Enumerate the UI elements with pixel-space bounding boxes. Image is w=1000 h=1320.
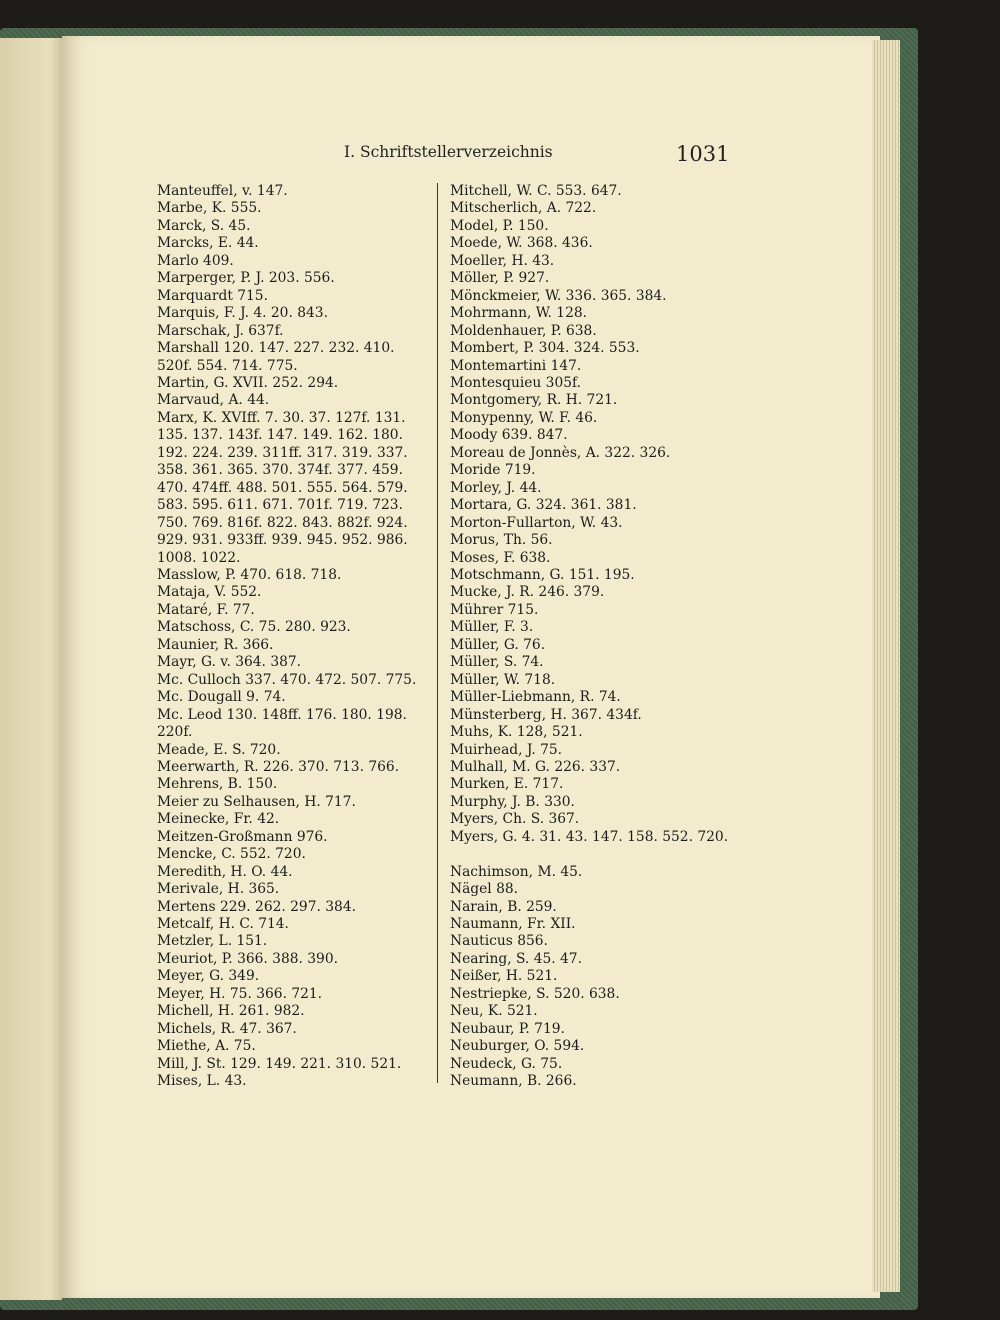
index-entry bbox=[157, 811, 433, 828]
index-entry bbox=[450, 689, 740, 706]
index-entry bbox=[450, 986, 740, 1003]
index-entry bbox=[450, 288, 740, 305]
index-entry bbox=[450, 323, 740, 340]
index-entry-text: Muirhead, J. 75. bbox=[450, 741, 563, 758]
index-entry-text: Murken, E. 717. bbox=[450, 776, 564, 793]
index-entry bbox=[450, 654, 740, 671]
index-entry bbox=[450, 550, 740, 567]
index-entry bbox=[157, 968, 433, 985]
index-entry bbox=[157, 672, 433, 689]
index-entry-text: Mührer 715. bbox=[450, 601, 539, 618]
running-title: I. Schriftstellerverzeichnis bbox=[344, 143, 553, 161]
index-entry-continuation: 1008. 1022. bbox=[157, 549, 241, 566]
index-entry bbox=[450, 270, 740, 287]
index-entry-text: Mitchell, W. C. 553. 647. bbox=[450, 183, 622, 199]
index-entry-text: Model, P. 150. bbox=[450, 217, 549, 234]
index-entry bbox=[157, 270, 433, 287]
index-entry-text: Meinecke, Fr. 42. bbox=[157, 811, 280, 828]
index-entry bbox=[157, 288, 433, 305]
index-entry bbox=[157, 235, 433, 252]
index-entry bbox=[450, 1056, 740, 1073]
index-entry-continuation: 192. 224. 239. 311ff. 317. 319. 337. bbox=[157, 444, 408, 461]
index-entry bbox=[157, 1056, 433, 1073]
index-entry-text: Marschak, J. 637f. bbox=[157, 322, 284, 339]
index-entry bbox=[157, 200, 433, 217]
index-entry-text: Münsterberg, H. 367. 434f. bbox=[450, 706, 642, 723]
index-entry bbox=[157, 375, 433, 392]
index-entry-text: Neu, K. 521. bbox=[450, 1003, 538, 1020]
index-entry-text: Moride 719. bbox=[450, 462, 536, 479]
index-entry-text: Merivale, H. 365. bbox=[157, 881, 280, 898]
index-entry-text: Mertens 229. 262. 297. 384. bbox=[157, 898, 356, 915]
index-entry-text: Marquardt 715. bbox=[157, 287, 268, 304]
index-entry bbox=[450, 340, 740, 357]
index-entry bbox=[450, 392, 740, 409]
index-entry-text: Mortara, G. 324. 361. 381. bbox=[450, 497, 637, 514]
index-entry-text: Naumann, Fr. XII. bbox=[450, 916, 576, 933]
page-edges bbox=[872, 40, 900, 1292]
index-entry bbox=[157, 305, 433, 322]
index-entry bbox=[450, 829, 740, 846]
index-entry-text: Meade, E. S. 720. bbox=[157, 741, 281, 758]
index-entry-text: Mataré, F. 77. bbox=[157, 601, 255, 618]
index-entry-text: Mayr, G. v. 364. 387. bbox=[157, 654, 302, 671]
index-entry-continuation: 520f. 554. 714. 775. bbox=[157, 357, 298, 374]
index-entry-text: Mataja, V. 552. bbox=[157, 584, 262, 601]
index-entry-text: Neubaur, P. 719. bbox=[450, 1020, 565, 1037]
index-entry-text: Mohrmann, W. 128. bbox=[450, 305, 588, 322]
index-entry-text: Myers, Ch. S. 367. bbox=[450, 811, 580, 828]
index-entry-text: Montesquieu 305f. bbox=[450, 374, 582, 391]
index-entry-text: Nestriepke, S. 520. 638. bbox=[450, 985, 620, 1002]
index-entry bbox=[450, 899, 740, 916]
index-entry bbox=[450, 602, 740, 619]
index-entry bbox=[450, 567, 740, 584]
index-entry bbox=[157, 1003, 433, 1020]
index-entry bbox=[157, 323, 433, 340]
index-entry-text: Motschmann, G. 151. 195. bbox=[450, 566, 635, 583]
index-entry bbox=[450, 480, 740, 497]
index-entry bbox=[450, 637, 740, 654]
page-number: 1031 bbox=[676, 142, 730, 166]
index-entry-text: Marck, S. 45. bbox=[157, 217, 251, 234]
index-entry-text: Michell, H. 261. 982. bbox=[157, 1003, 305, 1020]
index-entry-text: Meerwarth, R. 226. 370. 713. 766. bbox=[157, 758, 400, 775]
index-entry bbox=[157, 759, 433, 776]
index-entry bbox=[157, 829, 433, 846]
index-entry bbox=[157, 986, 433, 1003]
index-entry-continuation: 470. 474ff. 488. 501. 555. 564. 579. bbox=[157, 479, 408, 496]
index-entry-text: Moses, F. 638. bbox=[450, 549, 551, 566]
index-entry-continuation: 135. 137. 143f. 147. 149. 162. 180. bbox=[157, 427, 403, 444]
index-entry-text: Matschoss, C. 75. 280. 923. bbox=[157, 619, 351, 636]
index-entry bbox=[450, 933, 740, 950]
index-entry bbox=[450, 707, 740, 724]
index-entry-text: Mucke, J. R. 246. 379. bbox=[450, 584, 605, 601]
index-entry-text: Mencke, C. 552. 720. bbox=[157, 846, 306, 863]
index-entry bbox=[450, 305, 740, 322]
index-entry bbox=[157, 933, 433, 950]
index-entry bbox=[157, 1038, 433, 1055]
index-entry bbox=[450, 794, 740, 811]
index-entry-text: Neudeck, G. 75. bbox=[450, 1055, 563, 1072]
index-entry-text: Morley, J. 44. bbox=[450, 479, 542, 496]
index-entry bbox=[157, 776, 433, 793]
index-entry bbox=[157, 794, 433, 811]
index-entry bbox=[450, 427, 740, 444]
index-entry-text: Nauticus 856. bbox=[450, 933, 548, 950]
index-entry-text: Marcks, E. 44. bbox=[157, 235, 259, 252]
index-entry bbox=[450, 497, 740, 514]
index-entry-text: Mc. Dougall 9. 74. bbox=[157, 689, 286, 706]
index-entry-text: Manteuffel, v. 147. bbox=[157, 183, 288, 199]
index-entry bbox=[157, 881, 433, 898]
index-entry bbox=[157, 619, 433, 636]
index-entry-text: Neuburger, O. 594. bbox=[450, 1038, 585, 1055]
index-entry bbox=[450, 515, 740, 532]
index-entry-text: Moreau de Jonnès, A. 322. 326. bbox=[450, 444, 671, 461]
index-entry-text: Möller, P. 927. bbox=[450, 270, 550, 287]
index-entry-text: Marbe, K. 555. bbox=[157, 200, 262, 217]
index-entry bbox=[157, 846, 433, 863]
index-entry-text: Meier zu Selhausen, H. 717. bbox=[157, 793, 356, 810]
index-entry-text: Michels, R. 47. 367. bbox=[157, 1020, 297, 1037]
index-entry-text: Narain, B. 259. bbox=[450, 898, 557, 915]
index-entry bbox=[157, 584, 433, 601]
index-entry bbox=[157, 602, 433, 619]
index-entry-text: Marlo 409. bbox=[157, 252, 234, 269]
index-entry-text: Masslow, P. 470. 618. 718. bbox=[157, 566, 342, 583]
index-entry bbox=[450, 1038, 740, 1055]
index-entry-text: Metcalf, H. C. 714. bbox=[157, 916, 289, 933]
index-entry-text: Martin, G. XVII. 252. 294. bbox=[157, 374, 339, 391]
index-entry bbox=[450, 672, 740, 689]
index-entry bbox=[450, 235, 740, 252]
index-column-right bbox=[450, 183, 740, 1091]
index-entry-text: Müller-Liebmann, R. 74. bbox=[450, 689, 621, 706]
index-entry bbox=[450, 410, 740, 427]
index-entry bbox=[450, 864, 740, 881]
index-entry bbox=[157, 707, 433, 742]
index-entry-text: Montgomery, R. H. 721. bbox=[450, 392, 618, 409]
index-entry-text: Meitzen-Großmann 976. bbox=[157, 828, 328, 845]
index-entry bbox=[157, 1021, 433, 1038]
index-entry bbox=[157, 916, 433, 933]
index-entry bbox=[157, 654, 433, 671]
index-entry bbox=[450, 200, 740, 217]
index-entry bbox=[450, 619, 740, 636]
index-entry bbox=[157, 742, 433, 759]
index-entry bbox=[157, 340, 433, 375]
index-entry-text: Meredith, H. O. 44. bbox=[157, 863, 293, 880]
index-entry bbox=[157, 899, 433, 916]
index-entry-text: Nearing, S. 45. 47. bbox=[450, 950, 582, 967]
index-entry bbox=[450, 724, 740, 741]
index-entry-text: Marperger, P. J. 203. 556. bbox=[157, 270, 335, 287]
index-entry bbox=[157, 392, 433, 409]
index-entry-text: Marx, K. XVIff. 7. 30. 37. 127f. 131. bbox=[157, 409, 406, 426]
index-entry-text: Murphy, J. B. 330. bbox=[450, 793, 575, 810]
index-entry bbox=[450, 811, 740, 828]
index-entry-text: Müller, F. 3. bbox=[450, 619, 534, 636]
index-entry bbox=[157, 183, 433, 200]
index-entry-text: Metzler, L. 151. bbox=[157, 933, 268, 950]
index-entry-text: Maunier, R. 366. bbox=[157, 636, 274, 653]
index-entry-text: Meyer, G. 349. bbox=[157, 968, 260, 985]
index-entry bbox=[450, 358, 740, 375]
index-entry-text: Marquis, F. J. 4. 20. 843. bbox=[157, 305, 328, 322]
index-entry bbox=[450, 916, 740, 933]
index-entry bbox=[157, 951, 433, 968]
index-entry-text: Montemartini 147. bbox=[450, 357, 582, 374]
index-entry-text: Meuriot, P. 366. 388. 390. bbox=[157, 950, 338, 967]
index-entry-text: Mombert, P. 304. 324. 553. bbox=[450, 340, 640, 357]
index-entry-text: Mc. Culloch 337. 470. 472. 507. 775. bbox=[157, 671, 417, 688]
index-entry bbox=[450, 218, 740, 235]
index-entry-text: Mc. Leod 130. 148ff. 176. 180. 198. bbox=[157, 706, 407, 723]
index-entry-text: Morus, Th. 56. bbox=[450, 532, 553, 549]
index-entry-text: Neißer, H. 521. bbox=[450, 968, 558, 985]
index-entry bbox=[157, 567, 433, 584]
index-entry-text: Moede, W. 368. 436. bbox=[450, 235, 593, 252]
index-entry bbox=[450, 462, 740, 479]
index-entry-text: Miethe, A. 75. bbox=[157, 1038, 256, 1055]
index-entry-text: Monypenny, W. F. 46. bbox=[450, 409, 598, 426]
column-divider bbox=[437, 183, 438, 1083]
index-entry-text: Moeller, H. 43. bbox=[450, 252, 555, 269]
index-entry-text: Myers, G. 4. 31. 43. 147. 158. 552. 720. bbox=[450, 828, 729, 845]
index-entry-text: Morton-Fullarton, W. 43. bbox=[450, 514, 623, 531]
index-entry bbox=[450, 776, 740, 793]
index-entry bbox=[157, 253, 433, 270]
index-entry-text: Muhs, K. 128, 521. bbox=[450, 724, 583, 741]
index-entry-text: Marvaud, A. 44. bbox=[157, 392, 270, 409]
index-entry-continuation: 583. 595. 611. 671. 701f. 719. 723. bbox=[157, 497, 403, 514]
index-entry-text: Müller, G. 76. bbox=[450, 636, 546, 653]
index-entry bbox=[157, 218, 433, 235]
index-entry bbox=[450, 532, 740, 549]
index-entry-text: Nägel 88. bbox=[450, 881, 519, 898]
index-entry bbox=[450, 1021, 740, 1038]
index-entry bbox=[450, 375, 740, 392]
index-entry bbox=[157, 637, 433, 654]
index-entry-text: Mönckmeier, W. 336. 365. 384. bbox=[450, 287, 667, 304]
index-entry bbox=[450, 445, 740, 462]
index-entry bbox=[450, 253, 740, 270]
index-entry bbox=[450, 742, 740, 759]
index-entry-text: Mises, L. 43. bbox=[157, 1073, 247, 1090]
previous-page-edge bbox=[0, 38, 62, 1300]
index-entry bbox=[450, 968, 740, 985]
index-entry-text: Mill, J. St. 129. 149. 221. 310. 521. bbox=[157, 1055, 402, 1072]
index-entry-text: Mitscherlich, A. 722. bbox=[450, 200, 597, 217]
index-entry-text: Moldenhauer, P. 638. bbox=[450, 322, 597, 339]
index-entry-text: Müller, S. 74. bbox=[450, 654, 544, 671]
index-entry bbox=[450, 183, 740, 200]
index-entry bbox=[450, 881, 740, 898]
index-entry-continuation: 220f. bbox=[157, 724, 193, 741]
index-entry-text: Moody 639. 847. bbox=[450, 427, 568, 444]
index-entry bbox=[157, 1073, 433, 1090]
index-entry-text: Meyer, H. 75. 366. 721. bbox=[157, 985, 323, 1002]
index-entry-text: Neumann, B. 266. bbox=[450, 1073, 577, 1090]
index-entry-continuation: 358. 361. 365. 370. 374f. 377. 459. bbox=[157, 462, 403, 479]
index-entry bbox=[450, 1073, 740, 1090]
index-entry bbox=[450, 1003, 740, 1020]
index-entry bbox=[450, 759, 740, 776]
letter-gap bbox=[450, 846, 740, 863]
index-entry bbox=[157, 864, 433, 881]
index-entry-continuation: 929. 931. 933ff. 939. 945. 952. 986. bbox=[157, 532, 408, 549]
index-column-left bbox=[157, 183, 433, 1091]
index-entry bbox=[450, 584, 740, 601]
index-entry-text: Nachimson, M. 45. bbox=[450, 863, 583, 880]
index-entry-text: Mehrens, B. 150. bbox=[157, 776, 278, 793]
index-entry-text: Müller, W. 718. bbox=[450, 671, 556, 688]
index-entry bbox=[157, 410, 433, 567]
index-entry-text: Mulhall, M. G. 226. 337. bbox=[450, 758, 621, 775]
index-entry-text: Marshall 120. 147. 227. 232. 410. bbox=[157, 340, 395, 357]
index-entry-continuation: 750. 769. 816f. 822. 843. 882f. 924. bbox=[157, 514, 408, 531]
index-entry bbox=[157, 689, 433, 706]
index-entry bbox=[450, 951, 740, 968]
